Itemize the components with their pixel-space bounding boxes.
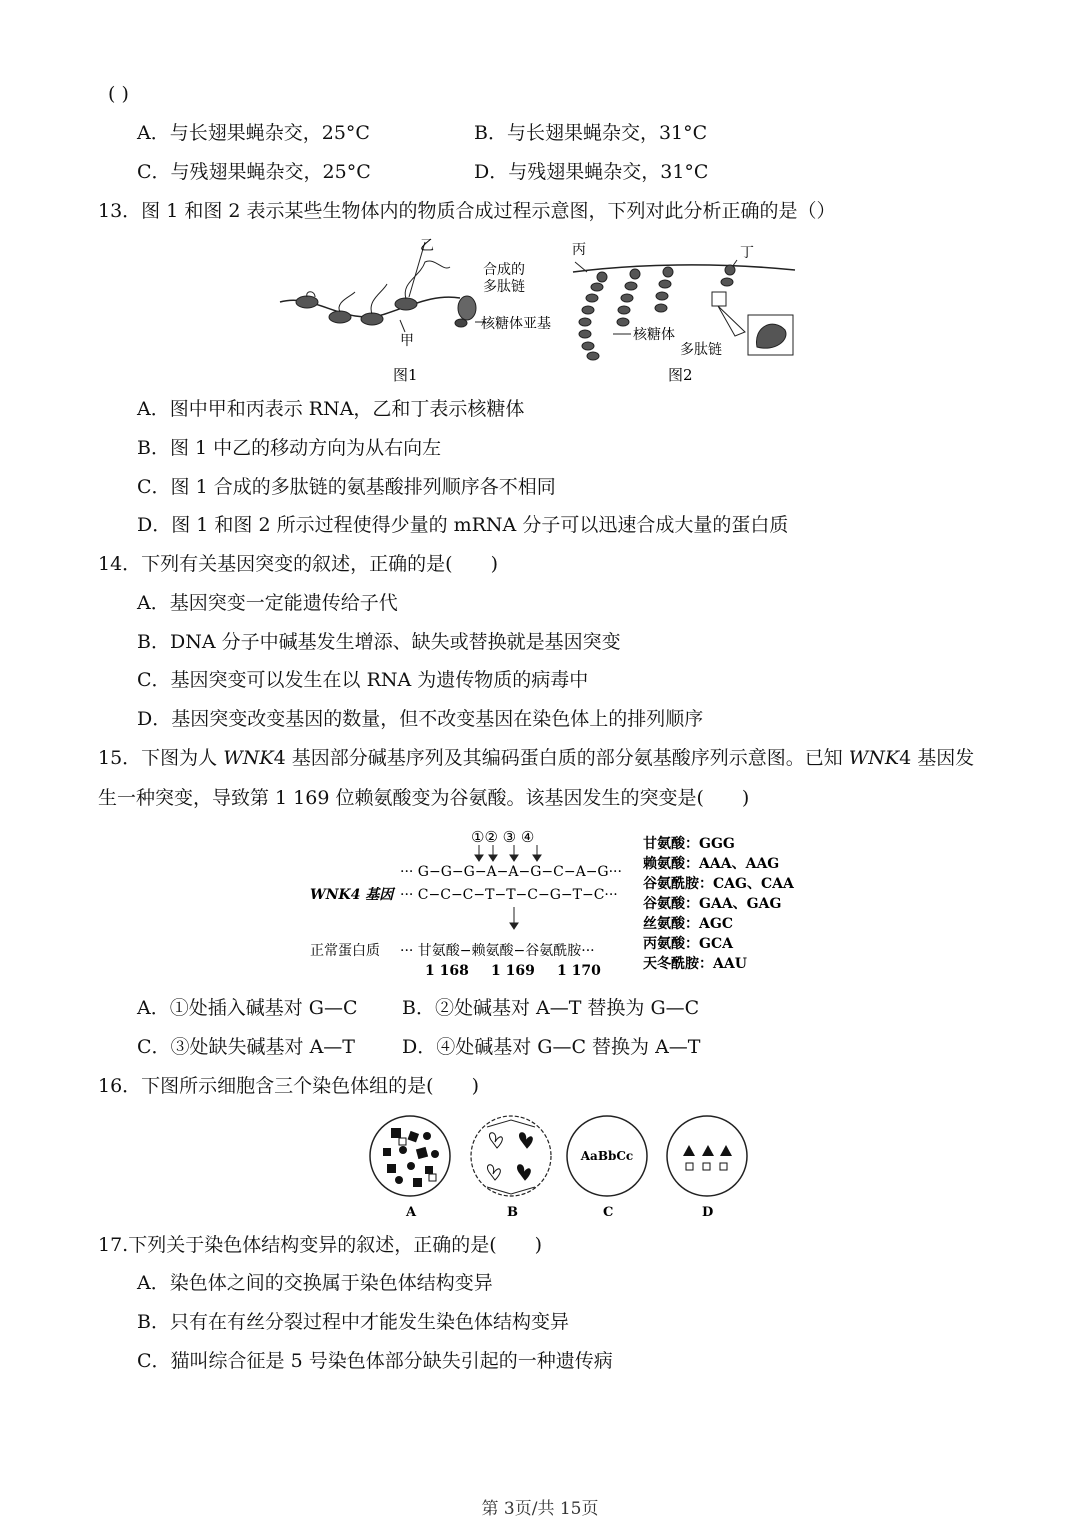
- protein-label: 正常蛋白质: [310, 943, 380, 959]
- label-jia: 甲: [400, 333, 414, 349]
- position-1169: 1 169: [491, 963, 535, 979]
- label-bing: 丙: [572, 242, 586, 258]
- q13-option-c: C．图 1 合成的多肽链的氨基酸排列顺序各不相同: [137, 476, 556, 498]
- codon-entry: 天冬酰胺：AAU: [643, 956, 747, 972]
- option-c: C．与残翅果蝇杂交，25°C: [137, 161, 371, 183]
- figure-2: [572, 242, 795, 384]
- protein-sequence: ··· 甘氨酸−赖氨酸−谷氨酰胺···: [400, 943, 595, 959]
- figure-2-caption: 图2: [668, 366, 693, 384]
- label-yi: 乙: [420, 238, 434, 254]
- q14-option-a: A．基因突变一定能遗传给子代: [137, 592, 398, 614]
- label-ribosome: 核糖体: [633, 327, 675, 343]
- q14-option-b: B．DNA 分子中碱基发生增添、缺失或替换就是基因突变: [137, 631, 621, 653]
- q16-figure: [365, 1112, 755, 1222]
- cell-a: [370, 1116, 450, 1220]
- q15-option-d: D．④处碱基对 G—C 替换为 A—T: [402, 1036, 701, 1058]
- q14-option-d: D．基因突变改变基因的数量，但不改变基因在染色体上的排列顺序: [137, 708, 704, 730]
- codon-entry: 赖氨酸：AAA、AAG: [643, 856, 780, 872]
- label-peptide: 多肽链: [680, 342, 722, 358]
- cell-d: [667, 1116, 747, 1220]
- q13-stem: 13．图 1 和图 2 表示某些生物体内的物质合成过程示意图，下列对此分析正确的是（）: [98, 200, 836, 222]
- q13-figure: [275, 232, 805, 387]
- q15-option-b: B．②处碱基对 A—T 替换为 G—C: [402, 997, 700, 1019]
- cell-c-genotype: AaBbCc: [580, 1149, 634, 1163]
- page-footer: 第 3页/共 15页: [481, 1499, 599, 1519]
- gene-label: WNK4 基因: [310, 887, 394, 903]
- codon-entry: 甘氨酸：GGG: [643, 836, 735, 852]
- figure-1-caption: 图1: [393, 366, 418, 384]
- codon-entry: 丝氨酸：AGC: [643, 916, 733, 932]
- label-peptide-1: 合成的: [483, 262, 525, 278]
- option-b: B．与长翅果蝇杂交，31°C: [474, 122, 708, 144]
- cell-b: [471, 1116, 551, 1220]
- q14-option-c: C．基因突变可以发生在以 RNA 为遗传物质的病毒中: [137, 669, 589, 691]
- option-a: A．与长翅果蝇杂交，25°C: [137, 122, 370, 144]
- q17-option-a: A．染色体之间的交换属于染色体结构变异: [137, 1272, 493, 1294]
- q13-option-b: B．图 1 中乙的移动方向为从右向左: [137, 437, 442, 459]
- q15-option-a: A．①处插入碱基对 G—C: [137, 997, 358, 1019]
- q13-option-d: D．图 1 和图 2 所示过程使得少量的 mRNA 分子可以迅速合成大量的蛋白质: [137, 514, 789, 536]
- cell-label-c: C: [603, 1205, 614, 1220]
- q16-stem: 16．下图所示细胞含三个染色体组的是( ): [98, 1075, 480, 1097]
- q17-option-b: B．只有在有丝分裂过程中才能发生染色体结构变异: [137, 1311, 569, 1333]
- figure-1: [280, 238, 551, 384]
- option-d: D．与残翅果蝇杂交，31°C: [474, 161, 709, 183]
- codon-entry: 谷氨酰胺：CAG、CAA: [643, 876, 794, 892]
- codon-entry: 谷氨酸：GAA、GAG: [643, 896, 782, 912]
- cell-label-d: D: [702, 1205, 714, 1220]
- position-1170: 1 170: [557, 963, 601, 979]
- q15-figure: [305, 825, 815, 983]
- label-ding: 丁: [740, 245, 754, 261]
- q17-stem: 17.下列关于染色体结构变异的叙述，正确的是( ): [98, 1234, 543, 1256]
- q14-stem: 14．下列有关基因突变的叙述，正确的是( ): [98, 553, 499, 575]
- strand-1: ··· G−G−G−A−A−G−C−A−G···: [400, 864, 622, 880]
- q15-option-c: C．③处缺失碱基对 A—T: [137, 1036, 355, 1058]
- q17-option-c: C．猫叫综合征是 5 号染色体部分缺失引起的一种遗传病: [137, 1350, 613, 1372]
- cell-label-b: B: [507, 1205, 518, 1220]
- label-subunit: 核糖体亚基: [481, 316, 551, 332]
- label-peptide-2: 多肽链: [483, 279, 525, 295]
- cell-label-a: A: [406, 1205, 417, 1220]
- codon-entry: 丙氨酸：GCA: [643, 936, 733, 952]
- question-paren: ( ): [108, 83, 129, 105]
- cell-c: [567, 1116, 647, 1220]
- q13-option-a: A．图中甲和丙表示 RNA，乙和丁表示核糖体: [137, 398, 525, 420]
- position-1168: 1 168: [425, 963, 469, 979]
- strand-2: ··· C−C−C−T−T−C−G−T−C···: [400, 887, 618, 903]
- q15-stem-line-1: 15．下图为人 WNK4 基因部分碱基序列及其编码蛋白质的部分氨基酸序列示意图。已知 WNK4 基因发: [98, 747, 975, 769]
- mutation-marks: ①② ③ ④: [471, 828, 535, 846]
- q15-stem-line-2: 生一种突变，导致第 1 169 位赖氨酸变为谷氨酸。该基因发生的突变是( ): [98, 787, 750, 809]
